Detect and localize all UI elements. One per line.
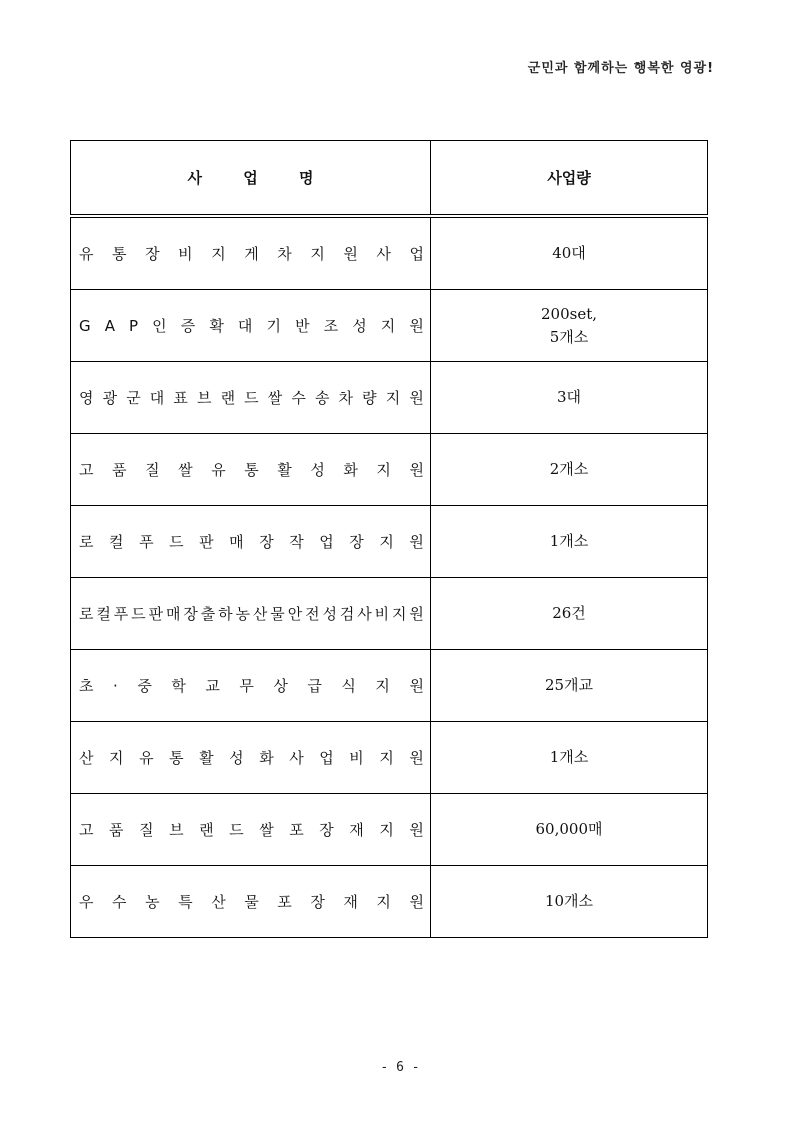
- business-name-cell: 로 컬 푸 드 판 매 장 출 하 농 산 물 안 전 성 검 사 비 지 원: [71, 578, 431, 650]
- business-amount-cell: 40대: [431, 216, 708, 290]
- table-header-row: [71, 141, 708, 217]
- business-name-cell: 영 광 군 대 표 브 랜 드 쌀 수 송 차 량 지 원: [71, 362, 431, 434]
- header-slogan: 군민과 함께하는 행복한 영광!: [527, 61, 714, 76]
- table-row: [71, 650, 708, 722]
- business-amount-cell: 2개소: [431, 434, 708, 506]
- business-name-cell: G A P 인 증 확 대 기 반 조 성 지 원: [71, 290, 431, 362]
- business-table: [70, 140, 708, 938]
- business-name-cell: 로 컬 푸 드 판 매 장 작 업 장 지 원: [71, 506, 431, 578]
- business-amount-cell: 3대: [431, 362, 708, 434]
- business-amount-cell: 10개소: [431, 866, 708, 938]
- business-amount-cell: 1개소: [431, 722, 708, 794]
- business-name-cell: 유 통 장 비 지 게 차 지 원 사 업: [71, 216, 431, 290]
- business-amount-cell: 1개소: [431, 506, 708, 578]
- column-header-amount: 사업량: [431, 141, 708, 217]
- table-row: [71, 578, 708, 650]
- table-row: [71, 794, 708, 866]
- table-row: [71, 866, 708, 938]
- page-number: - 6 -: [380, 1060, 420, 1075]
- column-header-name: 사 업 명: [71, 141, 431, 217]
- business-name-cell: 초 · 중 학 교 무 상 급 식 지 원: [71, 650, 431, 722]
- table-row: [71, 434, 708, 506]
- table-row: [71, 362, 708, 434]
- business-name-cell: 우 수 농 특 산 물 포 장 재 지 원: [71, 866, 431, 938]
- table-row: [71, 290, 708, 362]
- business-name-cell: 산 지 유 통 활 성 화 사 업 비 지 원: [71, 722, 431, 794]
- business-name-cell: 고 품 질 쌀 유 통 활 성 화 지 원: [71, 434, 431, 506]
- business-name-cell: 고 품 질 브 랜 드 쌀 포 장 재 지 원: [71, 794, 431, 866]
- table-row: [71, 722, 708, 794]
- business-amount-cell: 200set, 5개소: [431, 290, 708, 362]
- business-amount-cell: 60,000매: [431, 794, 708, 866]
- business-amount-cell: 25개교: [431, 650, 708, 722]
- table-row: [71, 216, 708, 290]
- table-row: [71, 506, 708, 578]
- business-amount-cell: 26건: [431, 578, 708, 650]
